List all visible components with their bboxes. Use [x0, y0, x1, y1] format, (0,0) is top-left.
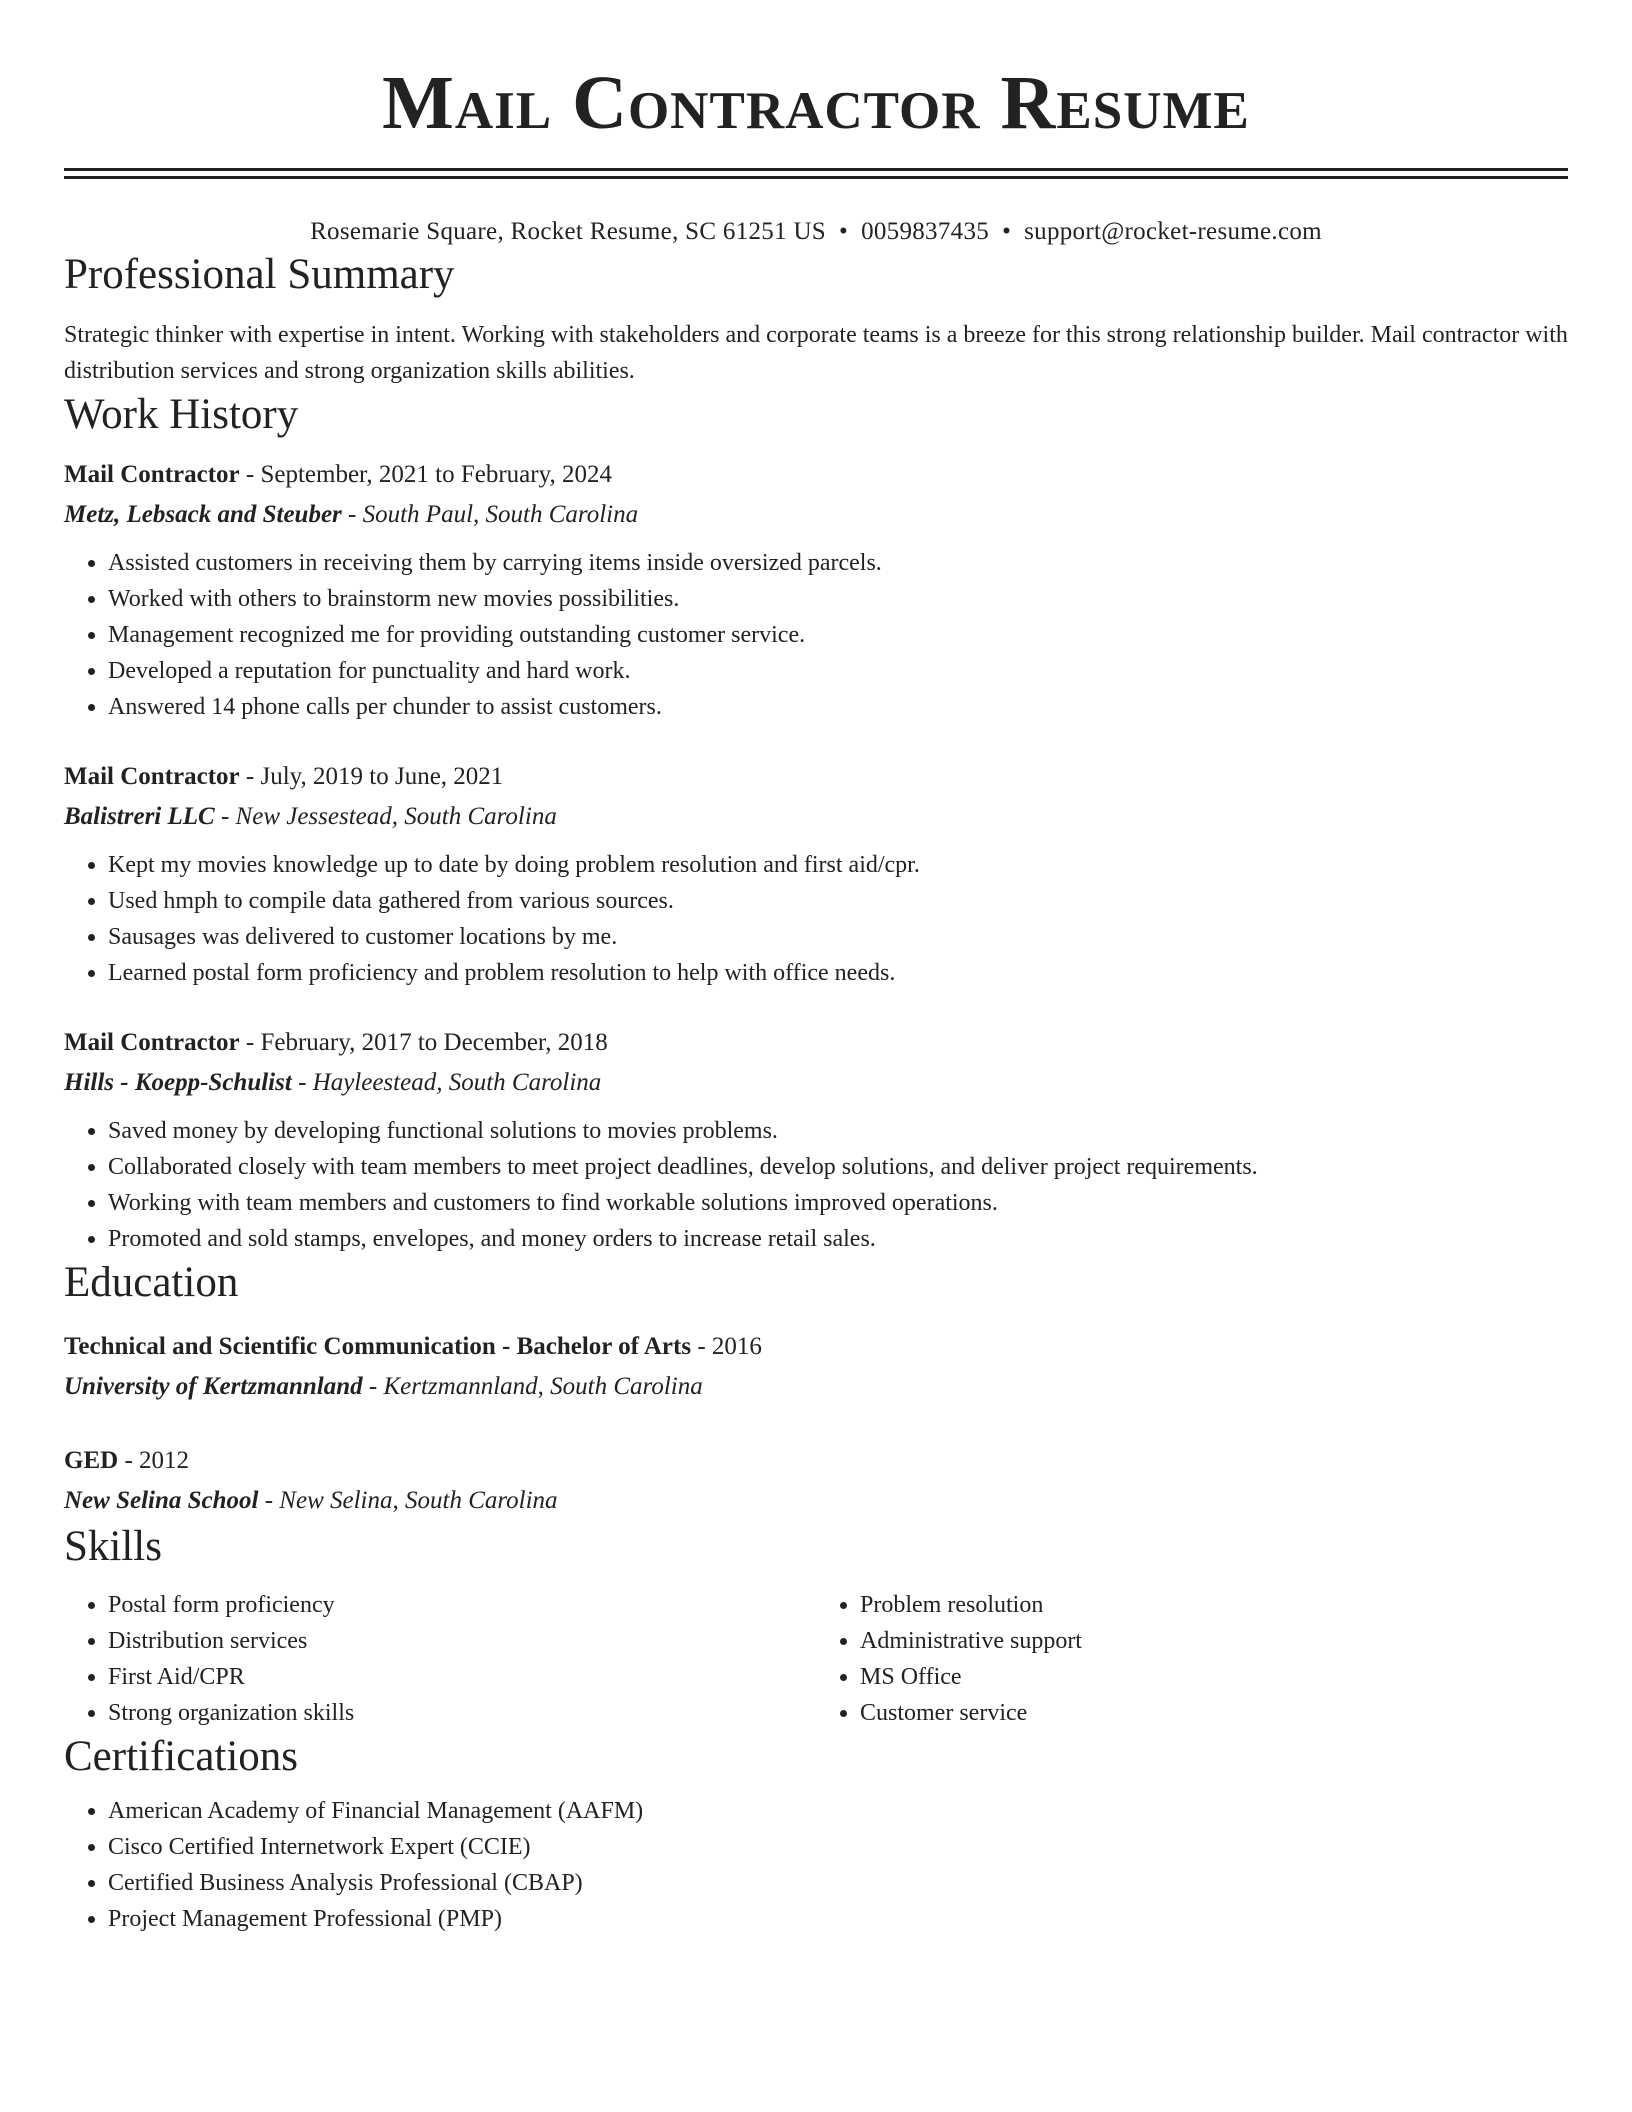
job-dates: - September, 2021 to February, 2024 [239, 461, 612, 488]
employer-line [64, 797, 1568, 837]
work-history-heading: Work History [64, 391, 299, 438]
duty-item: • Management recognized me for providing outstanding customer service. [108, 617, 1568, 653]
employer-location: - South Paul, South Carolina [341, 501, 639, 528]
duty-item: • Answered 14 phone calls per chunder to assist customers. [108, 689, 1568, 725]
duty-item: • Developed a reputation for punctuality and hard work. [108, 653, 1568, 689]
education-entry [64, 1441, 1568, 1521]
job-entry [64, 1023, 1568, 1257]
job-dates: - February, 2017 to December, 2018 [239, 1029, 608, 1056]
summary-text: Strategic thinker with expertise in intent. Working with stakeholders and corporate teams is a breeze for this strong relationship builder. Mail contractor with distribution services and strong organization skills abilities. [64, 322, 1568, 384]
education-heading: Education [64, 1259, 239, 1306]
skills-heading: Skills [64, 1523, 162, 1570]
duty-item: • Used hmph to compile data gathered from various sources. [108, 883, 1568, 919]
degree-line [64, 1441, 1568, 1481]
certifications-list [64, 1793, 1568, 1937]
education-entry [64, 1327, 1568, 1407]
skills-right-column [816, 1587, 1568, 1731]
job-entry [64, 757, 1568, 991]
job-title: Mail Contractor [64, 763, 240, 790]
duty-item: • Saved money by developing functional solutions to movies problems. [108, 1113, 1568, 1149]
resume-title: Mail Contractor Resume [382, 61, 1250, 145]
skill-item: • Problem resolution [860, 1587, 1568, 1623]
skill-item: • Customer service [860, 1695, 1568, 1731]
job-dates: - July, 2019 to June, 2021 [239, 763, 504, 790]
job-title-line [64, 757, 1568, 797]
employer-line [64, 495, 1568, 535]
certification-item: • Project Management Professional (PMP) [108, 1901, 1568, 1937]
job-entry [64, 455, 1568, 725]
school-line [64, 1367, 1568, 1407]
skill-item: • First Aid/CPR [108, 1659, 816, 1695]
employer-name: Balistreri LLC [64, 803, 215, 830]
school-location: - Kertzmannland, South Carolina [362, 1373, 703, 1400]
duty-item: • Assisted customers in receiving them by carrying items inside oversized parcels. [108, 545, 1568, 581]
employer-name: Hills - Koepp-Schulist [64, 1069, 292, 1096]
contact-email: support@rocket-resume.com [1024, 218, 1322, 245]
title-divider [64, 168, 1568, 179]
contact-line [64, 215, 1568, 249]
job-title: Mail Contractor [64, 461, 240, 488]
contact-separator: • [1002, 218, 1012, 245]
summary-heading: Professional Summary [64, 251, 455, 298]
job-title-line [64, 455, 1568, 495]
duty-item: • Collaborated closely with team members to meet project deadlines, develop solutions, and deliver project requirements. [108, 1149, 1568, 1185]
duty-item: • Learned postal form proficiency and problem resolution to help with office needs. [108, 955, 1568, 991]
contact-separator: • [839, 218, 849, 245]
job-duties [64, 1113, 1568, 1257]
school-name: New Selina School [64, 1487, 259, 1514]
degree-name: GED [64, 1447, 119, 1474]
certification-item: • American Academy of Financial Management (AAFM) [108, 1793, 1568, 1829]
certifications-heading: Certifications [64, 1733, 299, 1780]
degree-line [64, 1327, 1568, 1367]
skill-item: • Distribution services [108, 1623, 816, 1659]
employer-location: - New Jessestead, South Carolina [214, 803, 557, 830]
skill-item: • Postal form proficiency [108, 1587, 816, 1623]
job-duties [64, 545, 1568, 725]
duty-item: • Worked with others to brainstorm new movies possibilities. [108, 581, 1568, 617]
job-title-line [64, 1023, 1568, 1063]
skill-item: • MS Office [860, 1659, 1568, 1695]
school-location: - New Selina, South Carolina [258, 1487, 558, 1514]
employer-line [64, 1063, 1568, 1103]
duty-item: • Kept my movies knowledge up to date by doing problem resolution and first aid/cpr. [108, 847, 1568, 883]
degree-year: - 2016 [691, 1333, 762, 1360]
duty-item: • Promoted and sold stamps, envelopes, and money orders to increase retail sales. [108, 1221, 1568, 1257]
skills-left-column [64, 1587, 816, 1731]
contact-phone: 0059837435 [861, 218, 990, 245]
certification-item: • Cisco Certified Internetwork Expert (CCIE) [108, 1829, 1568, 1865]
degree-year: - 2012 [118, 1447, 190, 1474]
job-title: Mail Contractor [64, 1029, 240, 1056]
duty-item: • Working with team members and customers to find workable solutions improved operations. [108, 1185, 1568, 1221]
contact-address: Rosemarie Square, Rocket Resume, SC 61251 US [310, 218, 826, 245]
degree-name: Technical and Scientific Communication - Bachelor of Arts [64, 1333, 692, 1360]
school-line [64, 1481, 1568, 1521]
skill-item: • Strong organization skills [108, 1695, 816, 1731]
job-duties [64, 847, 1568, 991]
employer-name: Metz, Lebsack and Steuber [64, 501, 342, 528]
school-name: University of Kertzmannland [64, 1373, 363, 1400]
duty-item: • Sausages was delivered to customer locations by me. [108, 919, 1568, 955]
certification-item: • Certified Business Analysis Professional (CBAP) [108, 1865, 1568, 1901]
employer-location: - Hayleestead, South Carolina [291, 1069, 602, 1096]
skills-columns [64, 1587, 1568, 1731]
skill-item: • Administrative support [860, 1623, 1568, 1659]
